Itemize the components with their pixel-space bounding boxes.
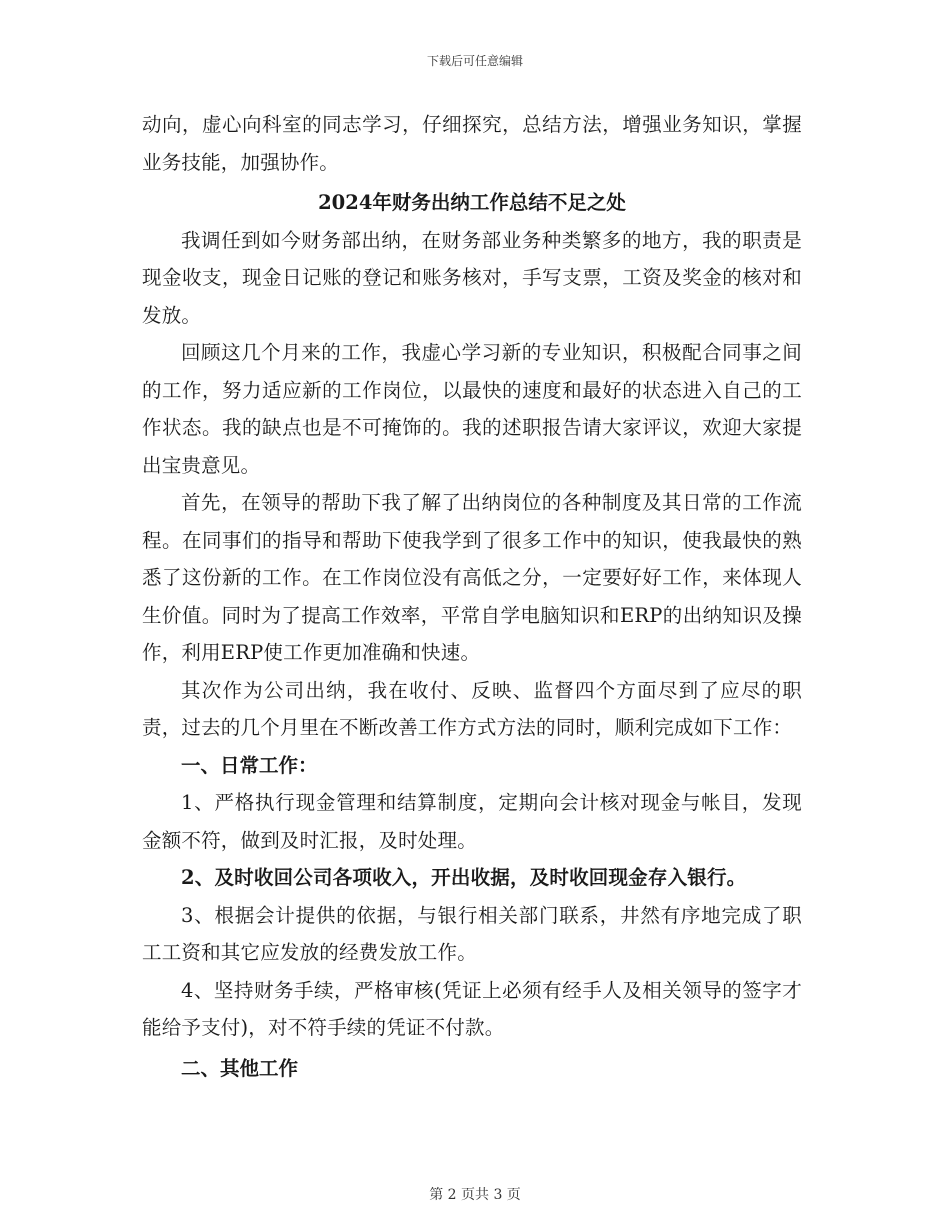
paragraph-1: 我调任到如今财务部出纳，在财务部业务种类繁多的地方，我的职责是现金收支，现金日记账的登记和账务核对，手写支票，工资及奖金的核对和发放。 (142, 228, 802, 327)
section-heading-daily-work: 一、日常工作： (181, 753, 318, 777)
page-header: 下载后可任意编辑 (426, 54, 523, 68)
paragraph-2: 回顾这几个月来的工作，我虚心学习新的专业知识，积极配合同事之间的工作，努力适应新的工作岗位，以最快的速度和最好的状态进入自己的工作状态。我的缺点也是不可掩饰的。我的述职报告请大家评议，欢迎大家提出宝贵意见。 (142, 341, 802, 477)
section-heading-other-work: 二、其他工作 (181, 1056, 299, 1080)
list-item-3: 3、根据会计提供的依据，与银行相关部门联系，井然有序地完成了职工工资和其它应发放的经费发放工作。 (142, 903, 802, 964)
page-footer: 第 2 页共 3 页 (429, 1187, 521, 1203)
list-item-4: 4、坚持财务手续，严格审核(凭证上必须有经手人及相关领导的签字才能给予支付)，对不符手续的凭证不付款。 (142, 978, 802, 1039)
list-item-2: 2、及时收回公司各项收入，开出收据，及时收回现金存入银行。 (181, 866, 747, 889)
document-body (142, 106, 802, 1087)
list-item-1: 1、严格执行现金管理和结算制度，定期向会计核对现金与帐目，发现金额不符，做到及时汇报，及时处理。 (142, 791, 802, 852)
paragraph-3: 首先，在领导的帮助下我了解了出纳岗位的各种制度及其日常的工作流程。在同事们的指导和帮助下使我学到了很多工作中的知识，使我最快的熟悉了这份新的工作。在工作岗位没有高低之分，一定要好好工作，来体现人生价值。同时为了提高工作效率，平常自学电脑知识和ERP的出纳知识及操作，利用ERP使工作更加准确和快速。 (142, 491, 802, 664)
paragraph-continued: 动向，虚心向科室的同志学习，仔细探究，总结方法，增强业务知识，掌握业务技能，加强协作。 (142, 113, 802, 174)
paragraph-4: 其次作为公司出纳，我在收付、反映、监督四个方面尽到了应尽的职责，过去的几个月里在不断改善工作方式方法的同时，顺利完成如下工作： (142, 678, 802, 739)
document-title: 2024年财务出纳工作总结不足之处 (318, 191, 626, 214)
